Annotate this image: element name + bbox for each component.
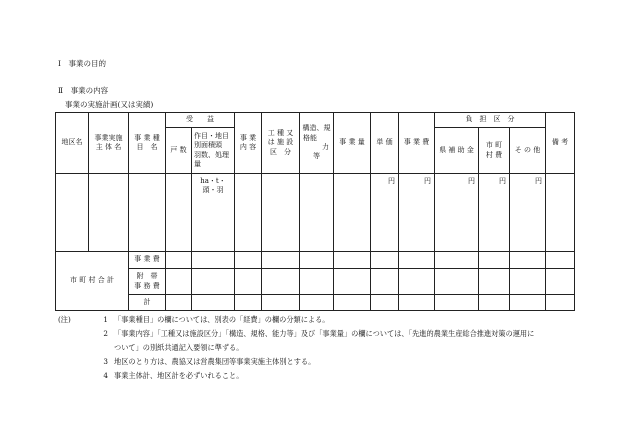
header-other: そ の 他 (510, 128, 546, 174)
cell-prefecture[interactable]: 円 (435, 174, 479, 252)
section-heading-purpose: Ⅰ 事業の目的 (58, 59, 106, 68)
header-area: 地区名 (56, 113, 89, 174)
header-structure: 構造、規 格能 力 等 (300, 113, 334, 174)
header-item: 事 業 種 目 名 (129, 113, 166, 174)
total-sum-label: 計 (129, 295, 166, 311)
header-entity: 事業実施 主 体 名 (89, 113, 129, 174)
cell-quantity[interactable] (334, 174, 371, 252)
header-unit-price: 単 価 (371, 113, 399, 174)
table-row (56, 269, 575, 295)
cell-work-type[interactable] (262, 174, 300, 252)
header-households: 戸 数 (166, 128, 192, 174)
header-scale: 作目・地目 別面積頭 羽数、処理 量 (192, 128, 235, 174)
cell-unit-price[interactable]: 円 (371, 174, 399, 252)
header-burden: 負 担 区 分 (435, 113, 546, 128)
cell-households[interactable] (166, 174, 192, 252)
header-remarks: 備 考 (546, 113, 575, 174)
total-cost-label: 事 業 費 (129, 252, 166, 269)
notes (58, 313, 534, 383)
table-row (56, 174, 575, 252)
total-label: 市 町 村 合 計 (56, 252, 129, 311)
note-1: (注) 1 「事業種目」の欄については、別表の「経費」の欄の分類による。 (58, 315, 330, 324)
cell-entity[interactable] (89, 174, 129, 252)
note-3: 3 地区のとり方は、農協又は営農集団等事業実施主体別とする。 (103, 357, 316, 366)
cell-remarks[interactable] (546, 174, 575, 252)
table-row (56, 295, 575, 311)
table-caption: 事業の実施計画(又は実績) (65, 100, 154, 109)
cell-content[interactable] (235, 174, 262, 252)
note-2-continued: ついて」の別紙共通記入要領に準ずる。 (114, 343, 244, 352)
section-heading-content: Ⅱ 事業の内容 (58, 86, 109, 95)
header-prefecture-subsidy: 県 補 助 金 (435, 128, 479, 174)
cell-area[interactable] (56, 174, 89, 252)
cell-item[interactable] (129, 174, 166, 252)
note-2: 2 「事業内容」「工種又は施設区分」「構造、規格、能力等」及び「事業量」の欄については、「先進的農業生産総合推進対策の運用に (103, 329, 535, 338)
cell-structure[interactable] (300, 174, 334, 252)
total-admin-label: 附 帯 事 務 費 (129, 269, 166, 295)
cell-town[interactable]: 円 (479, 174, 510, 252)
table-row (56, 252, 575, 269)
cell-other[interactable]: 円 (510, 174, 546, 252)
header-content: 事 業 内 容 (235, 113, 262, 174)
cell-scale-unit[interactable]: ha・t・ 頭・羽 (192, 174, 235, 252)
header-quantity: 事 業 量 (334, 113, 371, 174)
note-4: 4 事業主体計、地区計を必ずいれること。 (103, 371, 244, 380)
header-cost: 事 業 費 (399, 113, 435, 174)
header-benefit: 受 益 (166, 113, 235, 128)
implementation-plan-table (55, 112, 575, 311)
cell-cost[interactable]: 円 (399, 174, 435, 252)
header-town-expense: 市 町 村 費 (479, 128, 510, 174)
header-work-type: 工 種 又 は 施 設 区 分 (262, 113, 300, 174)
